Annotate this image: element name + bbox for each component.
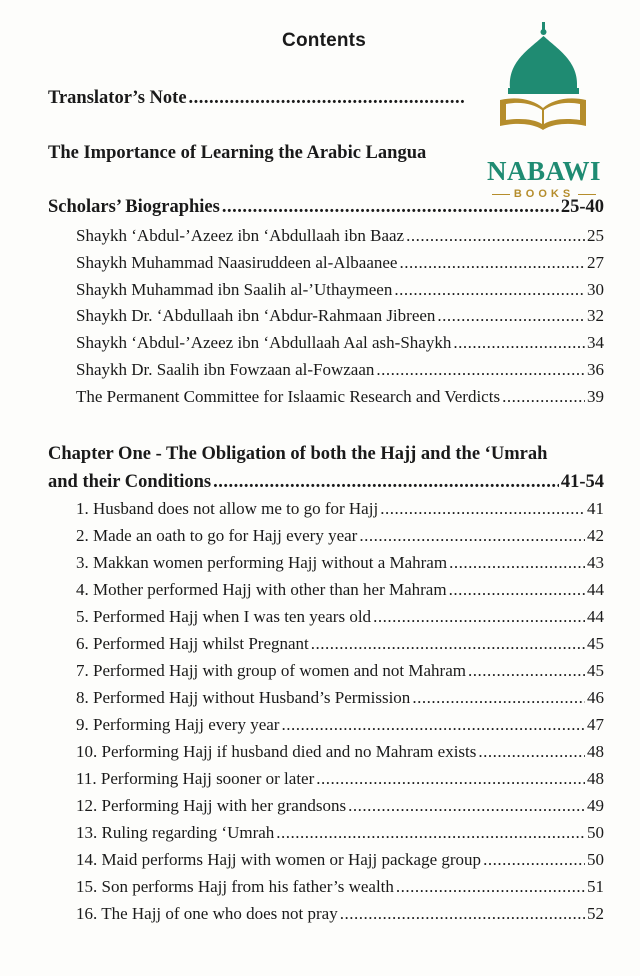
dot-leader [453,333,585,353]
dot-leader [281,715,585,735]
toc-entry [76,553,604,573]
dot-leader [373,607,585,627]
dot-leader [412,688,585,708]
toc-entry [76,661,604,681]
entry-title: Shaykh ‘Abdul-’Azeez ibn ‘Abdullaah Aal ash-Shaykh [76,333,452,352]
section-title: Scholars’ Biographies [48,197,220,217]
entry-page: 50 [587,850,604,869]
dot-leader [222,197,559,218]
entry-page: 42 [587,526,604,545]
logo-subtitle [478,188,610,200]
toc-entry-translators-note [48,88,468,109]
dot-leader [394,280,585,300]
dot-leader [340,904,585,924]
entry-title: 10. Performing Hajj if husband died and no Mahram exists [76,742,477,761]
dot-leader [376,360,585,380]
dot-leader [348,796,585,816]
dot-leader [380,499,585,519]
entry-title: 6. Performed Hajj whilst Pregnant [76,634,309,653]
entry-page: 25 [587,226,604,245]
dot-leader [483,850,585,870]
chapter-title-line2: and their Conditions [48,472,212,492]
entry-page: 32 [587,306,604,325]
dot-leader [189,88,466,109]
entry-page: 45 [587,661,604,680]
toc-entry [76,526,604,546]
toc-entry [76,280,604,300]
dome-book-icon [498,22,590,132]
toc-entry [76,850,604,870]
chapter-title-line1: Chapter One - The Obligation of both the Hajj and the ‘Umrah [48,444,548,464]
entry-title: 8. Performed Hajj without Husband’s Permission [76,688,411,707]
entry-page: 50 [587,823,604,842]
entry-title: 15. Son performs Hajj from his father’s wealth [76,877,394,896]
entry-page: 43 [587,553,604,572]
dot-leader [468,661,585,681]
toc-entry [76,607,604,627]
entry-page: 44 [587,607,604,626]
dot-leader [449,553,585,573]
entry-page: 30 [587,280,604,299]
entry-title: 13. Ruling regarding ‘Umrah [76,823,275,842]
dot-leader [449,580,585,600]
dot-leader [406,226,585,246]
logo-name: NABAWI [486,156,602,186]
dot-leader [213,472,559,493]
dot-leader [478,742,585,762]
entry-page: 51 [587,877,604,896]
entry-title: 14. Maid performs Hajj with women or Hajj package group [76,850,482,869]
toc-entry [76,499,604,519]
entry-title: 1. Husband does not allow me to go for Hajj [76,499,379,518]
entry-title: 12. Performing Hajj with her grandsons [76,796,347,815]
toc-entry [76,333,604,353]
entry-title: 3. Makkan women performing Hajj without a Mahram [76,553,448,572]
entry-title: 9. Performing Hajj every year [76,715,280,734]
entry-page: 41 [587,499,604,518]
toc-entry [76,769,604,789]
entry-page: 48 [587,769,604,788]
entry-page: 49 [587,796,604,815]
entry-title: Shaykh Dr. Saalih ibn Fowzaan al-Fowzaan [76,360,375,379]
toc-entry [76,877,604,897]
dot-leader [502,387,585,407]
toc-entry [76,253,604,273]
section-pages: 41-54 [560,472,604,492]
entry-page: 45 [587,634,604,653]
page-title: Contents [282,30,366,51]
toc-entry [76,904,604,924]
dot-leader [359,526,585,546]
entry-title: Translator’s Note [48,88,187,108]
toc-entry [76,580,604,600]
dot-leader [311,634,585,654]
entry-page: 39 [587,387,604,406]
entry-page: 44 [587,580,604,599]
entry-title: 16. The Hajj of one who does not pray [76,904,338,923]
toc-entry [76,360,604,380]
toc-entry-importance [48,143,468,164]
toc-entry [76,306,604,326]
entry-page: 48 [587,742,604,761]
entry-title: 4. Mother performed Hajj with other than her Mahram [76,580,447,599]
logo-subtitle-text: BOOKS [513,188,575,200]
entry-page: 27 [587,253,604,272]
toc-entry [76,715,604,735]
entry-page: 46 [587,688,604,707]
entry-page: 34 [587,333,604,352]
entry-title: Shaykh Dr. ‘Abdullaah ibn ‘Abdur-Rahmaan Jibreen [76,306,436,325]
publisher-logo [478,22,610,200]
entry-page: 52 [587,904,604,923]
entry-title: Shaykh ‘Abdul-’Azeez ibn ‘Abdullaah ibn Baaz [76,226,405,245]
toc-section-biographies [48,197,604,218]
toc-entry [76,226,604,246]
toc-entry [76,742,604,762]
dot-leader [399,253,585,273]
toc-entry [76,387,604,407]
entry-title: The Importance of Learning the Arabic Langua [48,143,427,163]
section-pages: 25-40 [560,197,604,217]
entry-title: 5. Performed Hajj when I was ten years old [76,607,372,626]
entry-title: 7. Performed Hajj with group of women and not Mahram [76,661,466,680]
dot-leader [437,306,585,326]
entry-title: 11. Performing Hajj sooner or later [76,769,315,788]
toc-section-chapter-one [48,472,604,493]
entry-title: 2. Made an oath to go for Hajj every year [76,526,358,545]
entry-page: 36 [587,360,604,379]
toc-entry [76,634,604,654]
dot-leader [316,769,585,789]
toc-entry [76,823,604,843]
dot-leader [396,877,585,897]
entry-title: Shaykh Muhammad ibn Saalih al-’Uthaymeen [76,280,393,299]
dot-leader [276,823,585,843]
toc-entry [76,688,604,708]
entry-title: Shaykh Muhammad Naasiruddeen al-Albaanee [76,253,398,272]
entry-page: 47 [587,715,604,734]
entry-title: The Permanent Committee for Islaamic Research and Verdicts [76,387,501,406]
toc-entry [76,796,604,816]
